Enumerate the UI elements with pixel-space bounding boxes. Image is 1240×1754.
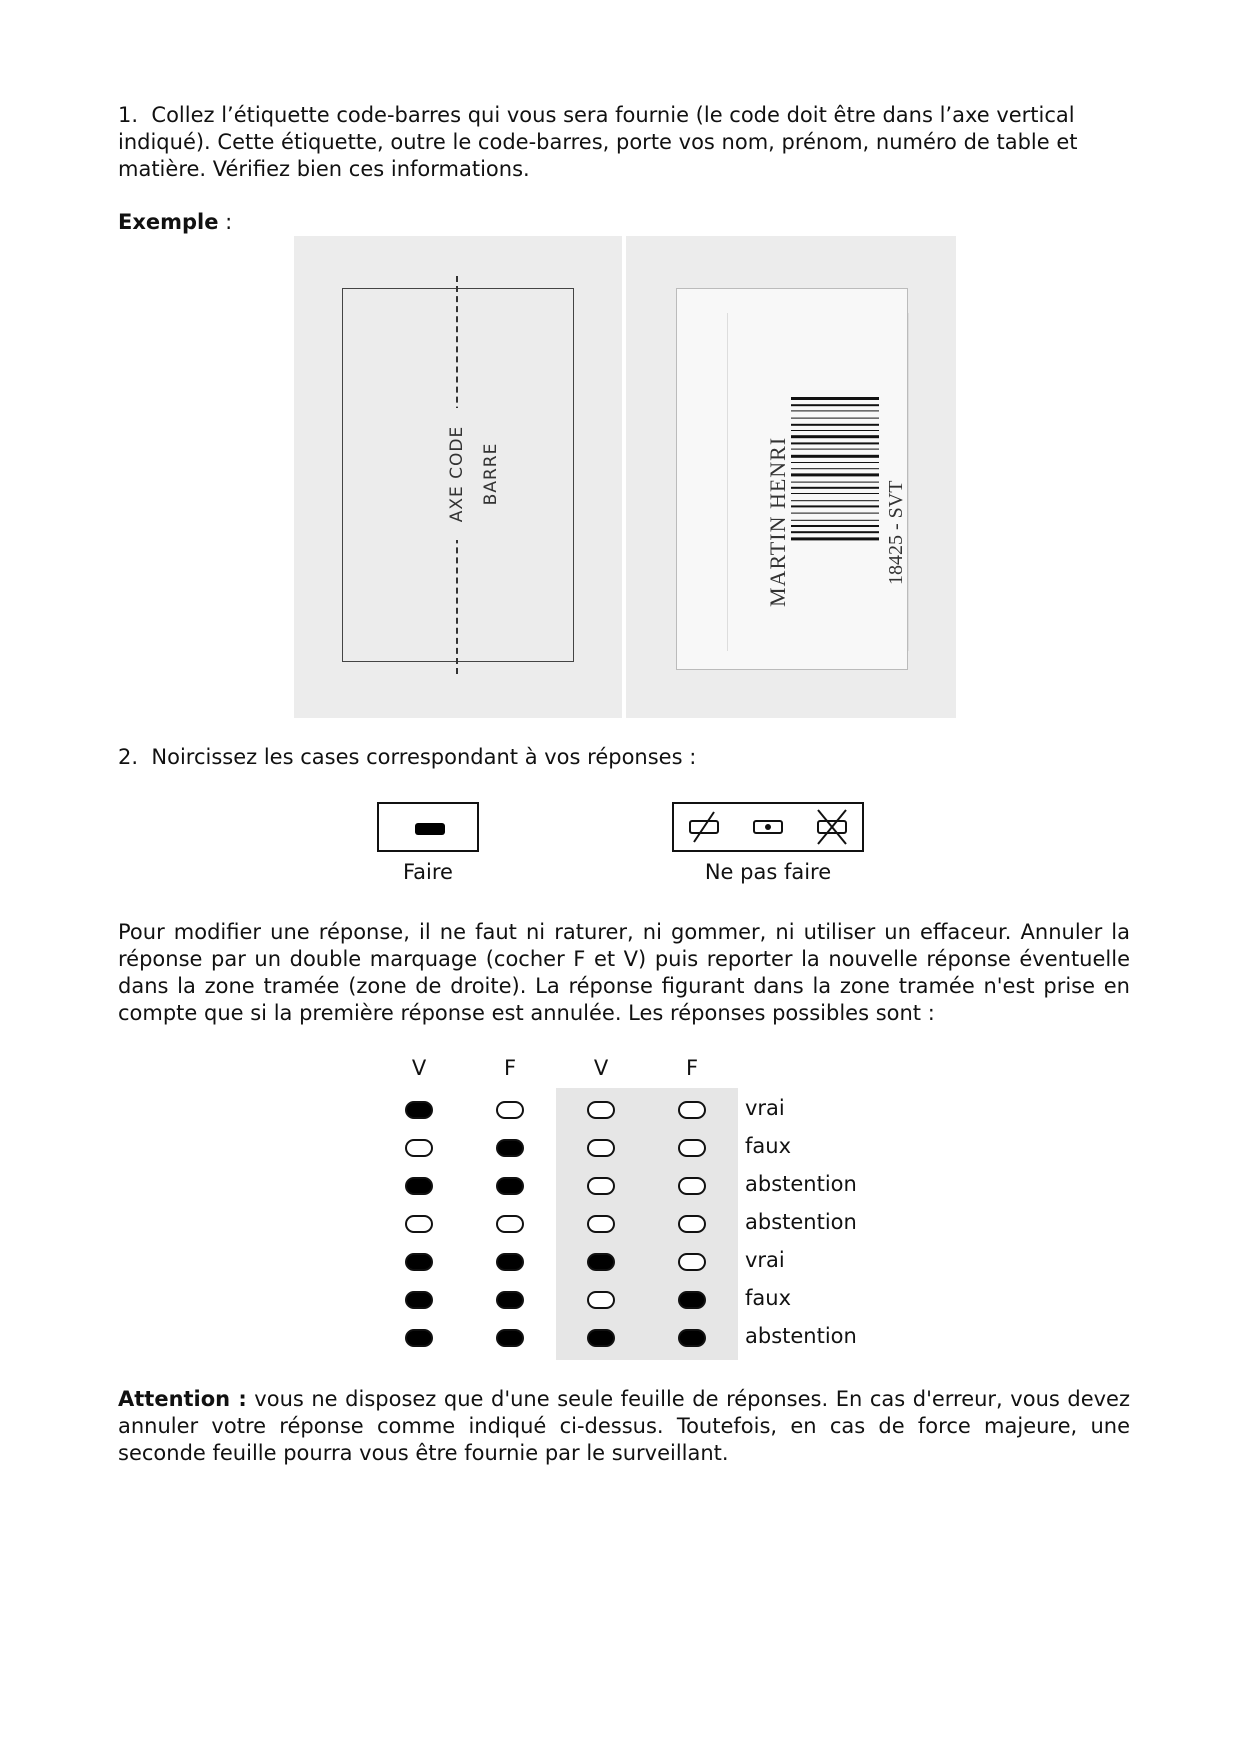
empty-oval-icon — [678, 1177, 706, 1195]
empty-oval-icon — [405, 1139, 433, 1157]
empty-oval-icon — [678, 1101, 706, 1119]
label-code: 18425 - SVT — [885, 480, 907, 585]
example-suffix: : — [218, 210, 233, 234]
filled-oval-icon — [496, 1291, 524, 1309]
empty-oval-icon — [587, 1177, 615, 1195]
filled-oval-icon — [678, 1291, 706, 1309]
dont-example-box — [672, 802, 864, 852]
row-result: faux — [745, 1134, 791, 1158]
col-header-v2: V — [593, 1056, 609, 1080]
axis-label: AXE CODE BARRE — [440, 408, 474, 540]
filled-mark-icon — [415, 823, 445, 835]
empty-oval-icon — [587, 1101, 615, 1119]
section2-paragraph — [118, 744, 1130, 771]
example-label: Exemple — [118, 210, 219, 234]
example-heading — [118, 209, 1130, 236]
shaded-zone — [556, 1088, 738, 1360]
empty-oval-icon — [496, 1215, 524, 1233]
empty-oval-icon — [678, 1139, 706, 1157]
section1-text: Collez l’étiquette code-barres qui vous sera fournie (le code doit être dans l’axe vertical indiqué). Cette étiquette, outre le code-barres, porte vos nom, prénom, numéro de table et matière. Vérifiez bien ces informations. — [118, 103, 1078, 181]
filled-oval-icon — [496, 1139, 524, 1157]
do-example-box — [377, 802, 479, 852]
row-result: abstention — [745, 1324, 857, 1348]
empty-oval-icon — [587, 1291, 615, 1309]
label-name: MARTIN HENRI — [765, 436, 790, 607]
section1-paragraph — [118, 102, 1130, 183]
row-result: faux — [745, 1286, 791, 1310]
filled-oval-icon — [587, 1329, 615, 1347]
barcode-icon — [791, 397, 879, 601]
section1-number: 1. — [118, 103, 139, 127]
col-header-f1: F — [503, 1056, 517, 1080]
row-result: vrai — [745, 1096, 785, 1120]
wrong-marks-icon — [674, 804, 862, 850]
empty-oval-icon — [496, 1101, 524, 1119]
row-result: abstention — [745, 1172, 857, 1196]
filled-oval-icon — [405, 1253, 433, 1271]
col-header-v1: V — [411, 1056, 427, 1080]
filled-oval-icon — [678, 1329, 706, 1347]
section2-text: Noircissez les cases correspondant à vos réponses : — [151, 745, 697, 769]
filled-oval-icon — [496, 1177, 524, 1195]
filled-oval-icon — [405, 1329, 433, 1347]
empty-oval-icon — [587, 1215, 615, 1233]
barcode-label-card — [676, 288, 908, 670]
filled-oval-icon — [405, 1177, 433, 1195]
modify-paragraph: Pour modifier une réponse, il ne faut ni raturer, ni gommer, ni utiliser un effaceur. Annuler la réponse par un double marquage (cocher F et V) puis reporter la nouvelle réponse éventuelle dans la zone tramée (zone de droite). La réponse figurant dans la zone tramée n'est prise en compte que si la première réponse est annulée. Les réponses possibles sont : — [118, 920, 1130, 1025]
barcode-example-image — [626, 236, 956, 718]
empty-oval-icon — [678, 1215, 706, 1233]
attention-text: vous ne disposez que d'une seule feuille de réponses. En cas d'erreur, vous devez annuler votre réponse comme indiqué ci-dessus. Toutefois, en cas de force majeure, une seconde feuille pourra vous être fournie par le surveillant. — [118, 1387, 1130, 1465]
empty-oval-icon — [405, 1215, 433, 1233]
filled-oval-icon — [405, 1101, 433, 1119]
empty-oval-icon — [587, 1139, 615, 1157]
row-result: abstention — [745, 1210, 857, 1234]
empty-oval-icon — [678, 1253, 706, 1271]
col-header-f2: F — [685, 1056, 699, 1080]
attention-label: Attention : — [118, 1387, 247, 1411]
section2-number: 2. — [118, 745, 139, 769]
filled-oval-icon — [496, 1329, 524, 1347]
attention-paragraph — [118, 1386, 1130, 1467]
filled-oval-icon — [496, 1253, 524, 1271]
filled-oval-icon — [405, 1291, 433, 1309]
row-result: vrai — [745, 1248, 785, 1272]
do-caption: Faire — [403, 860, 453, 884]
filled-oval-icon — [587, 1253, 615, 1271]
axis-example-image — [294, 236, 622, 718]
dont-caption: Ne pas faire — [704, 860, 832, 884]
